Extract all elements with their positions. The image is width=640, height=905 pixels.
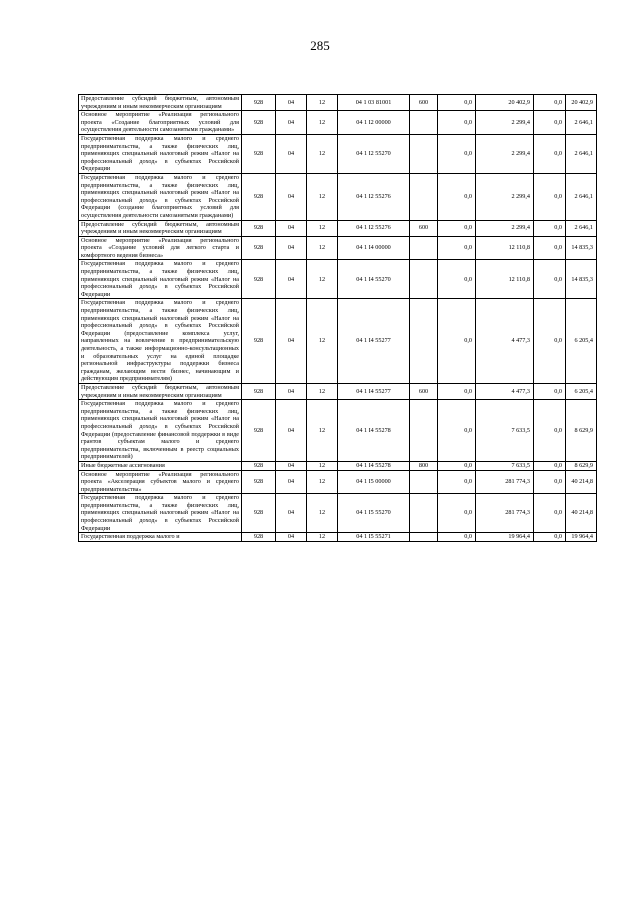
value-4-cell: 40 214,8 xyxy=(566,470,597,494)
ved-cell: 928 xyxy=(242,134,276,173)
csr-cell: 04 1 I2 55276 xyxy=(338,173,410,220)
value-2-cell: 20 402,9 xyxy=(476,95,534,111)
value-4-cell: 8 629,9 xyxy=(566,400,597,462)
pr-cell: 12 xyxy=(307,236,338,260)
row-name-cell: Государственная поддержка малого и среднего предпринимательства, а также физических лиц, применяющих специальный налоговый режим «Налог на профессиональный доход» в субъектах Российской Федерации xyxy=(79,494,242,533)
value-4-cell: 14 835,3 xyxy=(566,236,597,260)
csr-cell: 04 1 I2 00000 xyxy=(338,111,410,135)
pr-cell: 12 xyxy=(307,470,338,494)
row-name-cell: Государственная поддержка малого и среднего предпринимательства, а также физических лиц, применяющих специальный налоговый режим «Налог на профессиональный доход» в субъектах Российской Федерации xyxy=(79,134,242,173)
value-1-cell: 0,0 xyxy=(438,220,476,236)
value-4-cell: 2 646,1 xyxy=(566,134,597,173)
value-1-cell: 0,0 xyxy=(438,95,476,111)
rz-cell: 04 xyxy=(276,470,307,494)
table-row xyxy=(79,111,597,135)
csr-cell: 04 1 I4 55277 xyxy=(338,299,410,384)
value-4-cell: 14 835,3 xyxy=(566,260,597,299)
value-2-cell: 281 774,3 xyxy=(476,494,534,533)
value-4-cell: 6 205,4 xyxy=(566,299,597,384)
ved-cell: 928 xyxy=(242,236,276,260)
value-4-cell: 6 205,4 xyxy=(566,383,597,399)
value-4-cell: 2 646,1 xyxy=(566,111,597,135)
value-1-cell: 0,0 xyxy=(438,494,476,533)
table-row xyxy=(79,494,597,533)
csr-cell: 04 1 I4 00000 xyxy=(338,236,410,260)
value-1-cell: 0,0 xyxy=(438,533,476,542)
value-3-cell: 0,0 xyxy=(534,383,566,399)
ved-cell: 928 xyxy=(242,470,276,494)
value-1-cell: 0,0 xyxy=(438,236,476,260)
pr-cell: 12 xyxy=(307,95,338,111)
vr-cell: 600 xyxy=(410,383,438,399)
ved-cell: 928 xyxy=(242,299,276,384)
rz-cell: 04 xyxy=(276,461,307,470)
vr-cell xyxy=(410,111,438,135)
value-3-cell: 0,0 xyxy=(534,400,566,462)
row-name-cell: Предоставление субсидий бюджетным, автономным учреждениям и иным некоммерческим организациям xyxy=(79,383,242,399)
rz-cell: 04 xyxy=(276,111,307,135)
ved-cell: 928 xyxy=(242,220,276,236)
vr-cell: 600 xyxy=(410,220,438,236)
vr-cell xyxy=(410,533,438,542)
value-1-cell: 0,0 xyxy=(438,383,476,399)
table-row xyxy=(79,400,597,462)
value-2-cell: 19 964,4 xyxy=(476,533,534,542)
vr-cell xyxy=(410,299,438,384)
row-name-cell: Иные бюджетные ассигнования xyxy=(79,461,242,470)
value-1-cell: 0,0 xyxy=(438,400,476,462)
pr-cell: 12 xyxy=(307,220,338,236)
page-number: 285 xyxy=(310,38,330,53)
csr-cell: 04 1 I4 55270 xyxy=(338,260,410,299)
value-2-cell: 12 110,8 xyxy=(476,260,534,299)
table-row xyxy=(79,95,597,111)
ved-cell: 928 xyxy=(242,533,276,542)
value-2-cell: 4 477,3 xyxy=(476,383,534,399)
rz-cell: 04 xyxy=(276,134,307,173)
row-name-cell: Предоставление субсидий бюджетным, автономным учреждениям и иным некоммерческим организациям xyxy=(79,95,242,111)
rz-cell: 04 xyxy=(276,173,307,220)
value-2-cell: 7 633,5 xyxy=(476,400,534,462)
rz-cell: 04 xyxy=(276,299,307,384)
value-2-cell: 2 299,4 xyxy=(476,220,534,236)
budget-table xyxy=(78,94,597,542)
pr-cell: 12 xyxy=(307,173,338,220)
pr-cell: 12 xyxy=(307,134,338,173)
value-1-cell: 0,0 xyxy=(438,299,476,384)
vr-cell xyxy=(410,400,438,462)
ved-cell: 928 xyxy=(242,95,276,111)
vr-cell xyxy=(410,236,438,260)
rz-cell: 04 xyxy=(276,220,307,236)
csr-cell: 04 1 I2 55270 xyxy=(338,134,410,173)
row-name-cell: Государственная поддержка малого и среднего предпринимательства, а также физических лиц, применяющих специальный налоговый режим «Налог на профессиональный доход» в субъектах Российской Федерации (создание благоприятных условий для осуществления деятельности самозанятыми гражданами) xyxy=(79,173,242,220)
rz-cell: 04 xyxy=(276,236,307,260)
value-4-cell: 19 964,4 xyxy=(566,533,597,542)
row-name-cell: Государственная поддержка малого и среднего предпринимательства, а также физических лиц, применяющих специальный налоговый режим «Налог на профессиональный доход» в субъектах Российской Федерации (предоставление финансовой поддержки в виде грантов субъектам малого и среднего предпринимательства, включенным в реестр социальных предпринимателей) xyxy=(79,400,242,462)
vr-cell: 600 xyxy=(410,95,438,111)
value-3-cell: 0,0 xyxy=(534,173,566,220)
rz-cell: 04 xyxy=(276,494,307,533)
vr-cell xyxy=(410,470,438,494)
value-3-cell: 0,0 xyxy=(534,95,566,111)
value-4-cell: 8 629,9 xyxy=(566,461,597,470)
row-name-cell: Предоставление субсидий бюджетным, автономным учреждениям и иным некоммерческим организациям xyxy=(79,220,242,236)
rz-cell: 04 xyxy=(276,383,307,399)
rz-cell: 04 xyxy=(276,533,307,542)
row-name-cell: Основное мероприятие «Реализация регионального проекта «Акселерация субъектов малого и среднего предпринимательства» xyxy=(79,470,242,494)
value-3-cell: 0,0 xyxy=(534,470,566,494)
pr-cell: 12 xyxy=(307,461,338,470)
value-2-cell: 4 477,3 xyxy=(476,299,534,384)
value-3-cell: 0,0 xyxy=(534,494,566,533)
value-2-cell: 2 299,4 xyxy=(476,111,534,135)
value-1-cell: 0,0 xyxy=(438,111,476,135)
ved-cell: 928 xyxy=(242,260,276,299)
pr-cell: 12 xyxy=(307,494,338,533)
row-name-cell: Государственная поддержка малого и среднего предпринимательства, а также физических лиц, применяющих специальный налоговый режим «Налог на профессиональный доход» в субъектах Российской Федерации xyxy=(79,260,242,299)
vr-cell xyxy=(410,173,438,220)
value-4-cell: 20 402,9 xyxy=(566,95,597,111)
value-1-cell: 0,0 xyxy=(438,173,476,220)
rz-cell: 04 xyxy=(276,95,307,111)
value-2-cell: 7 633,5 xyxy=(476,461,534,470)
value-3-cell: 0,0 xyxy=(534,299,566,384)
value-3-cell: 0,0 xyxy=(534,461,566,470)
rz-cell: 04 xyxy=(276,260,307,299)
value-1-cell: 0,0 xyxy=(438,134,476,173)
table-row xyxy=(79,173,597,220)
pr-cell: 12 xyxy=(307,383,338,399)
table-row xyxy=(79,470,597,494)
pr-cell: 12 xyxy=(307,400,338,462)
pr-cell: 12 xyxy=(307,260,338,299)
row-name-cell: Основное мероприятие «Реализация регионального проекта «Создание благоприятных условий для осуществления деятельности самозанятыми гражданами» xyxy=(79,111,242,135)
value-3-cell: 0,0 xyxy=(534,260,566,299)
rz-cell: 04 xyxy=(276,400,307,462)
ved-cell: 928 xyxy=(242,383,276,399)
pr-cell: 12 xyxy=(307,533,338,542)
vr-cell: 800 xyxy=(410,461,438,470)
csr-cell: 04 1 I4 55277 xyxy=(338,383,410,399)
row-name-cell: Основное мероприятие «Реализация регионального проекта «Создание условий для легкого старта и комфортного ведения бизнеса» xyxy=(79,236,242,260)
row-name-cell: Государственная поддержка малого и среднего предпринимательства, а также физических лиц, применяющих специальный налоговый режим «Налог на профессиональный доход» в субъектах Российской Федерации (предоставление комплекса услуг, направленных на вовлечение в предпринимательскую деятельность, а также информационно-консультационных и образовательных услуг на единой площадке региональной инфраструктуры поддержки бизнеса гражданам, желающим вести бизнес, начинающим и действующим предпринимателям) xyxy=(79,299,242,384)
value-1-cell: 0,0 xyxy=(438,260,476,299)
table-row xyxy=(79,220,597,236)
value-3-cell: 0,0 xyxy=(534,220,566,236)
value-3-cell: 0,0 xyxy=(534,533,566,542)
table-row xyxy=(79,134,597,173)
table-row xyxy=(79,236,597,260)
ved-cell: 928 xyxy=(242,494,276,533)
value-1-cell: 0,0 xyxy=(438,461,476,470)
value-2-cell: 2 299,4 xyxy=(476,134,534,173)
value-4-cell: 40 214,8 xyxy=(566,494,597,533)
csr-cell: 04 1 03 81001 xyxy=(338,95,410,111)
csr-cell: 04 1 I5 00000 xyxy=(338,470,410,494)
ved-cell: 928 xyxy=(242,400,276,462)
ved-cell: 928 xyxy=(242,173,276,220)
ved-cell: 928 xyxy=(242,111,276,135)
table-row xyxy=(79,533,597,542)
value-3-cell: 0,0 xyxy=(534,134,566,173)
ved-cell: 928 xyxy=(242,461,276,470)
vr-cell xyxy=(410,494,438,533)
value-4-cell: 2 646,1 xyxy=(566,220,597,236)
value-3-cell: 0,0 xyxy=(534,236,566,260)
value-2-cell: 12 110,8 xyxy=(476,236,534,260)
csr-cell: 04 1 I2 55276 xyxy=(338,220,410,236)
value-2-cell: 2 299,4 xyxy=(476,173,534,220)
vr-cell xyxy=(410,134,438,173)
csr-cell: 04 1 I5 55270 xyxy=(338,494,410,533)
csr-cell: 04 1 I4 55278 xyxy=(338,400,410,462)
value-2-cell: 281 774,3 xyxy=(476,470,534,494)
pr-cell: 12 xyxy=(307,299,338,384)
table-row xyxy=(79,461,597,470)
table-row xyxy=(79,383,597,399)
csr-cell: 04 1 I4 55278 xyxy=(338,461,410,470)
value-4-cell: 2 646,1 xyxy=(566,173,597,220)
table-row xyxy=(79,260,597,299)
table-row xyxy=(79,299,597,384)
value-3-cell: 0,0 xyxy=(534,111,566,135)
row-name-cell: Государственная поддержка малого и xyxy=(79,533,242,542)
csr-cell: 04 1 I5 55271 xyxy=(338,533,410,542)
value-1-cell: 0,0 xyxy=(438,470,476,494)
vr-cell xyxy=(410,260,438,299)
pr-cell: 12 xyxy=(307,111,338,135)
